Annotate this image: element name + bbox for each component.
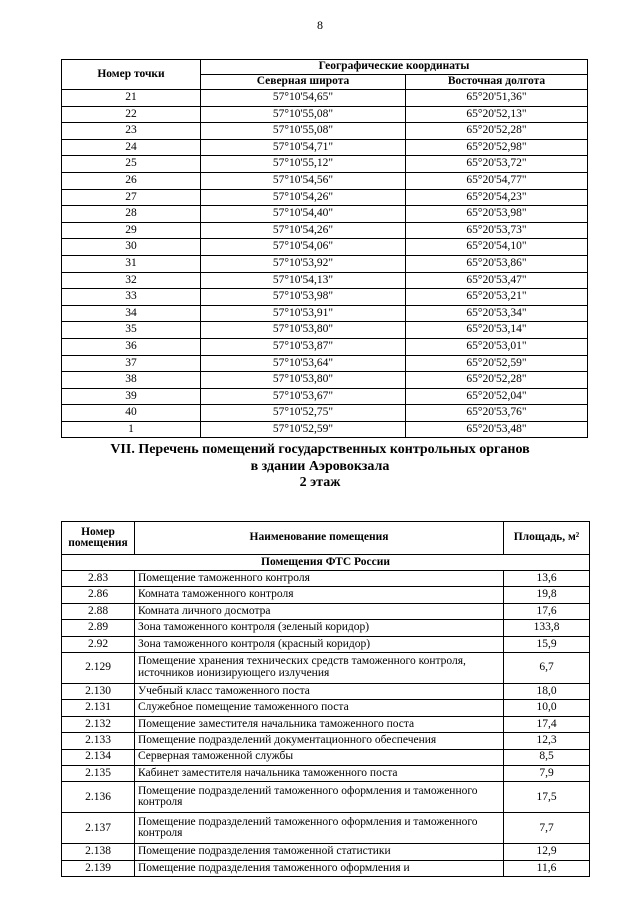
latitude-cell: 57°10'52,59" [201,421,406,438]
longitude-cell: 65°20'53,34" [406,305,588,322]
section-heading [0,442,640,492]
point-number: 23 [62,123,201,140]
table-row [62,239,588,256]
point-number: 21 [62,90,201,107]
table-row [62,156,588,173]
table-row [62,587,590,603]
room-area: 11,6 [504,860,590,876]
room-number: 2.86 [62,587,135,603]
room-number: 2.132 [62,716,135,732]
room-number: 2.135 [62,765,135,781]
room-area: 133,8 [504,620,590,636]
room-area: 12,3 [504,733,590,749]
room-number: 2.92 [62,636,135,652]
latitude-cell: 57°10'52,75" [201,405,406,422]
rooms-table [61,521,590,877]
table-row [62,652,590,683]
rooms-table-body [62,555,590,877]
point-number: 36 [62,338,201,355]
latitude-cell: 57°10'54,26" [201,189,406,206]
longitude-cell: 65°20'52,28" [406,372,588,389]
longitude-cell: 65°20'52,98" [406,139,588,156]
room-number: 2.130 [62,683,135,699]
room-number: 2.83 [62,571,135,587]
table-row [62,355,588,372]
table-row [62,272,588,289]
room-area: 7,9 [504,765,590,781]
point-number: 1 [62,421,201,438]
room-area: 6,7 [504,652,590,683]
room-area: 17,6 [504,603,590,619]
latitude-cell: 57°10'53,80" [201,372,406,389]
room-area: 13,6 [504,571,590,587]
col-room-area: Площадь, м² [504,522,590,555]
table-row [62,813,590,844]
longitude-cell: 65°20'52,59" [406,355,588,372]
table-row [62,733,590,749]
point-number: 25 [62,156,201,173]
room-number: 2.134 [62,749,135,765]
table-row [62,372,588,389]
room-area: 17,4 [504,716,590,732]
latitude-cell: 57°10'53,80" [201,322,406,339]
latitude-cell: 57°10'53,92" [201,255,406,272]
point-number: 28 [62,206,201,223]
latitude-cell: 57°10'54,13" [201,272,406,289]
longitude-cell: 65°20'53,76" [406,405,588,422]
room-area: 10,0 [504,700,590,716]
longitude-cell: 65°20'54,23" [406,189,588,206]
room-area: 18,0 [504,683,590,699]
point-number: 31 [62,255,201,272]
point-number: 29 [62,222,201,239]
latitude-cell: 57°10'55,08" [201,106,406,123]
point-number: 32 [62,272,201,289]
longitude-cell: 65°20'54,10" [406,239,588,256]
table-row [62,222,588,239]
room-name: Помещение хранения технических средств таможенного контроля, источников ионизирующего излучения [135,652,504,683]
room-area: 17,5 [504,782,590,813]
latitude-cell: 57°10'54,71" [201,139,406,156]
point-number: 40 [62,405,201,422]
longitude-cell: 65°20'52,13" [406,106,588,123]
room-name: Помещение заместителя начальника таможенного поста [135,716,504,732]
latitude-cell: 57°10'55,12" [201,156,406,173]
longitude-cell: 65°20'53,86" [406,255,588,272]
table-row [62,405,588,422]
heading-line-2: в здании Аэровокзала [250,458,390,474]
point-number: 35 [62,322,201,339]
latitude-cell: 57°10'54,26" [201,222,406,239]
longitude-cell: 65°20'53,01" [406,338,588,355]
room-name: Служебное помещение таможенного поста [135,700,504,716]
table-row [62,765,590,781]
room-name: Помещение таможенного контроля [135,571,504,587]
room-number: 2.89 [62,620,135,636]
longitude-cell: 65°20'53,14" [406,322,588,339]
col-point-number: Номер точки [62,60,201,90]
latitude-cell: 57°10'53,98" [201,289,406,306]
table-row [62,844,590,860]
col-geo-coordinates: Географические координаты [201,60,588,75]
table-row [62,172,588,189]
table-row [62,139,588,156]
point-number: 34 [62,305,201,322]
table-row [62,421,588,438]
longitude-cell: 65°20'53,21" [406,289,588,306]
longitude-cell: 65°20'53,73" [406,222,588,239]
longitude-cell: 65°20'52,28" [406,123,588,140]
room-name: Комната таможенного контроля [135,587,504,603]
room-name: Помещение подразделений таможенного оформления и таможенного контроля [135,813,504,844]
room-name: Кабинет заместителя начальника таможенного поста [135,765,504,781]
section-row: Помещения ФТС России [62,555,590,571]
col-latitude: Северная широта [201,75,406,90]
table-row [62,388,588,405]
room-name: Зона таможенного контроля (красный коридор) [135,636,504,652]
longitude-cell: 65°20'53,48" [406,421,588,438]
table-row [62,716,590,732]
room-number: 2.139 [62,860,135,876]
point-number: 33 [62,289,201,306]
table-row [62,636,590,652]
longitude-cell: 65°20'53,72" [406,156,588,173]
latitude-cell: 57°10'54,06" [201,239,406,256]
table-row [62,289,588,306]
room-area: 15,9 [504,636,590,652]
table-row [62,322,588,339]
room-name: Учебный класс таможенного поста [135,683,504,699]
room-name: Комната личного досмотра [135,603,504,619]
table-row [62,782,590,813]
point-number: 39 [62,388,201,405]
room-name: Серверная таможенной службы [135,749,504,765]
room-area: 19,8 [504,587,590,603]
table-row [62,571,590,587]
point-number: 22 [62,106,201,123]
room-number: 2.137 [62,813,135,844]
coordinates-table-body [62,90,588,438]
longitude-cell: 65°20'53,47" [406,272,588,289]
longitude-cell: 65°20'53,98" [406,206,588,223]
room-name: Помещение подразделений таможенного оформления и таможенного контроля [135,782,504,813]
room-number: 2.88 [62,603,135,619]
latitude-cell: 57°10'54,65" [201,90,406,107]
coordinates-table [61,59,588,438]
page-number: 8 [317,18,323,32]
latitude-cell: 57°10'53,64" [201,355,406,372]
room-number: 2.136 [62,782,135,813]
col-longitude: Восточная долгота [406,75,588,90]
point-number: 24 [62,139,201,156]
room-name: Помещение подразделений документационного обеспечения [135,733,504,749]
latitude-cell: 57°10'54,56" [201,172,406,189]
table-row [62,90,588,107]
table-row [62,255,588,272]
point-number: 27 [62,189,201,206]
room-number: 2.129 [62,652,135,683]
longitude-cell: 65°20'52,04" [406,388,588,405]
col-room-number: Номер помещения [62,522,135,555]
point-number: 26 [62,172,201,189]
room-number: 2.133 [62,733,135,749]
room-area: 12,9 [504,844,590,860]
latitude-cell: 57°10'55,08" [201,123,406,140]
table-row [62,123,588,140]
room-name: Зона таможенного контроля (зеленый коридор) [135,620,504,636]
table-row [62,603,590,619]
heading-line-1: VII. Перечень помещений государственных контрольных органов [110,442,530,457]
latitude-cell: 57°10'53,67" [201,388,406,405]
table-row [62,106,588,123]
table-row [62,749,590,765]
latitude-cell: 57°10'53,91" [201,305,406,322]
table-row [62,683,590,699]
room-name: Помещение подразделения таможенного оформления и [135,860,504,876]
latitude-cell: 57°10'53,87" [201,338,406,355]
col-room-name: Наименование помещения [135,522,504,555]
point-number: 37 [62,355,201,372]
room-name: Помещение подразделения таможенной статистики [135,844,504,860]
table-row [62,860,590,876]
room-area: 8,5 [504,749,590,765]
table-row [62,206,588,223]
table-row [62,700,590,716]
latitude-cell: 57°10'54,40" [201,206,406,223]
room-number: 2.131 [62,700,135,716]
room-area: 7,7 [504,813,590,844]
room-number: 2.138 [62,844,135,860]
table-row [62,620,590,636]
table-row [62,189,588,206]
longitude-cell: 65°20'51,36" [406,90,588,107]
table-row [62,338,588,355]
point-number: 30 [62,239,201,256]
table-row [62,305,588,322]
heading-line-3: 2 этаж [299,475,341,490]
point-number: 38 [62,372,201,389]
longitude-cell: 65°20'54,77" [406,172,588,189]
